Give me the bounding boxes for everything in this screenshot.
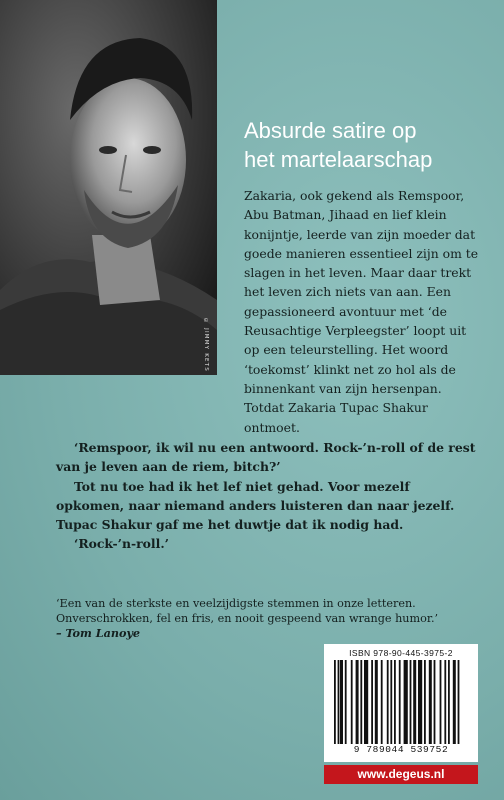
book-blurb: Zakaria, ook gekend als Remspoor, Abu Batman, Jihaad en lief klein konijntje, leerde van zijn moeder dat goede manieren essentieel zijn om te slagen in het leven. Maar daar trekt het leven zich niets van aan. Een gepassioneerd avontuur met ‘de Reusachtige Verpleegster’ loopt uit op een teleurstelling. Het woord ‘toekomst’ klinkt net zo hol als de binnenkant van zijn hersenpan. Totdat Zakaria Tupac Shakur ontmoet. bbox=[244, 188, 479, 435]
author-portrait-image bbox=[0, 0, 217, 375]
quote-text: ‘Een van de sterkste en veelzijdigste stemmen in onze letteren. Onverschrokken, fel en fris, en nooit gespeend van wrange humor.’ bbox=[56, 597, 439, 625]
barcode-bar bbox=[345, 660, 347, 744]
barcode-bar bbox=[418, 660, 422, 744]
barcode-bar bbox=[424, 660, 426, 744]
barcode-bar bbox=[453, 660, 456, 744]
heading-line-1: Absurde satire op bbox=[244, 118, 417, 143]
barcode-bar bbox=[410, 660, 412, 744]
barcode-bar bbox=[444, 660, 446, 744]
barcode-bar bbox=[434, 660, 436, 744]
heading-line-2: het martelaarschap bbox=[244, 147, 433, 172]
barcode-bars bbox=[330, 660, 472, 744]
barcode-bar bbox=[364, 660, 368, 744]
barcode-bar bbox=[404, 660, 408, 744]
excerpt-paragraph: ‘Remspoor, ik wil nu een antwoord. Rock-’n-roll of de rest van je leven aan de riem, bitch?’ bbox=[56, 440, 476, 475]
author-photo bbox=[0, 0, 217, 375]
barcode-bar bbox=[448, 660, 450, 744]
barcode-bar bbox=[390, 660, 392, 744]
barcode-bar bbox=[394, 660, 396, 744]
barcode-bar bbox=[351, 660, 353, 744]
photo-credit: © JIMMY KETS bbox=[203, 318, 209, 372]
barcode-bar bbox=[429, 660, 432, 744]
excerpt-paragraph: ‘Rock-’n-roll.’ bbox=[74, 536, 169, 552]
ean-digits: 9 789044 539752 bbox=[353, 744, 449, 755]
book-excerpt bbox=[56, 438, 476, 554]
barcode-bar bbox=[375, 660, 378, 744]
barcode-bar bbox=[413, 660, 416, 744]
barcode-bar bbox=[340, 660, 343, 744]
barcode-bar bbox=[399, 660, 401, 744]
barcode-bar bbox=[334, 660, 336, 744]
barcode-bar bbox=[458, 660, 460, 744]
back-cover-heading bbox=[244, 116, 494, 174]
isbn-label: ISBN 978-90-445-3975-2 bbox=[349, 648, 453, 658]
barcode-bar bbox=[338, 660, 340, 744]
barcode-bar bbox=[381, 660, 383, 744]
barcode-bar bbox=[356, 660, 359, 744]
review-quote bbox=[56, 596, 476, 641]
barcode-bar bbox=[360, 660, 362, 744]
excerpt-paragraph: Tot nu toe had ik het lef niet gehad. Voor mezelf opkomen, naar niemand anders luisteren dan naar jezelf. Tupac Shakur gaf me het duwtje dat ik nodig had. bbox=[56, 478, 455, 533]
quote-author: – Tom Lanoye bbox=[56, 626, 141, 640]
barcode-bar bbox=[371, 660, 373, 744]
barcode-bar bbox=[387, 660, 389, 744]
isbn-barcode bbox=[324, 644, 478, 762]
barcode-bar bbox=[440, 660, 442, 744]
publisher-website: www.degeus.nl bbox=[324, 765, 478, 784]
